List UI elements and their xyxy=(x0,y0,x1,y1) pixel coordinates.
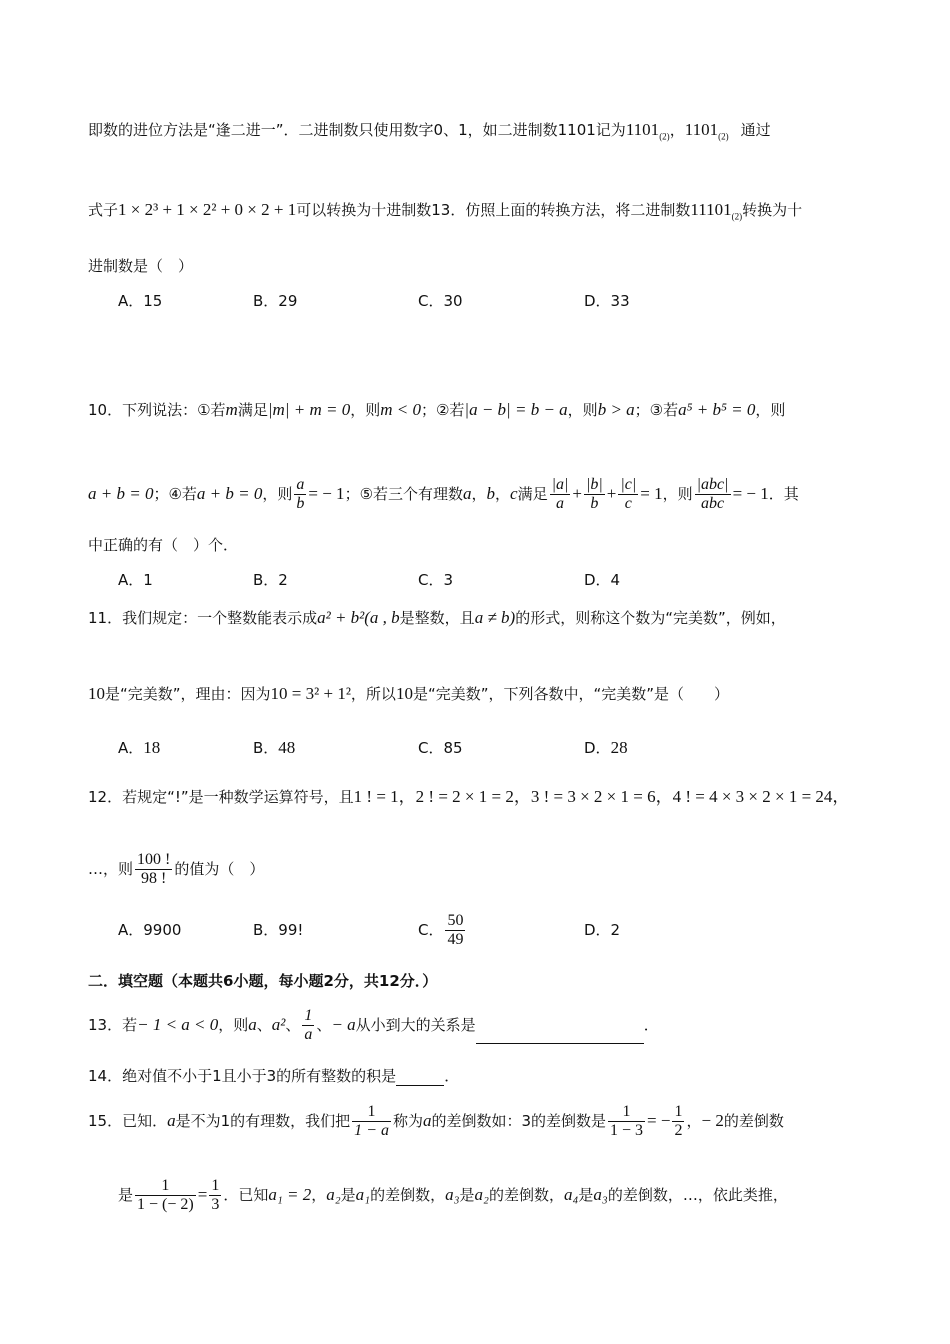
q15-frac-1-1-3: $\frac{1}{1 - 3}$ xyxy=(610,1103,644,1139)
q11-option-d: D．28 xyxy=(584,738,628,757)
q15-line2: 是 $\frac{1}{1 - (- 2)}$ = $\frac{1}{3}$ ．已知a₁ = 2，a₂是a₁的差倒数，a₃是a₂的差倒数，a₄是a₃的差倒数，…，依此类推， xyxy=(118,1177,788,1213)
q10-frac-abs-c: $\frac{|c|}{c}$ xyxy=(620,476,637,512)
q15-frac-1-2: $\frac{1}{2}$ xyxy=(674,1103,683,1139)
q9-1101-a: $1101_{(2)}$ xyxy=(625,120,670,142)
q14-line: 14．绝对值不小于1且小于3的所有整数的积是 ． xyxy=(88,1067,460,1085)
q10-frac-abs-abc: $\frac{\text{|abc|}}{\text{abc}}$ xyxy=(696,476,729,512)
q10-line2: a + b = 0；④若a + b = 0，则 $\frac{a}{b}$ = − 1；⑤若三个有理数a，b，c满足 $\frac{|a|}{a}$ + $\frac{|b|}{b}$ + $\frac{|c|}{c}$ = 1，则 $\frac{\text{|abc|}}{\text{abc}}$ = − 1．其 xyxy=(88,476,799,512)
q9-expr: 1 × 2³ + 1 × 2² + 0 × 2 + 1 xyxy=(118,200,297,219)
q10-option-c: C．3 xyxy=(418,571,454,589)
q13-frac-1-a: $\frac{1}{a}$ xyxy=(304,1007,313,1043)
q10-line1: 10．下列说法：①若m满足|m| + m = 0，则m < 0；②若|a − b| = b − a，则b > a；③若a⁵ + b⁵ = 0，则 xyxy=(88,400,786,419)
q9-1101-b: $1101_{(2)}$ xyxy=(684,120,729,142)
q10-frac-a-b: $\frac{a}{b}$ xyxy=(296,476,305,512)
q10-option-d: D．4 xyxy=(584,571,621,589)
q10-option-b: B．2 xyxy=(253,571,288,589)
q12-line2: …，则 $\frac{100 !}{98 !}$ 的值为（ ） xyxy=(88,851,265,887)
q15-frac-1-1-a: $\frac{1}{1 - a}$ xyxy=(354,1103,389,1139)
q14-answer-blank[interactable] xyxy=(396,1069,444,1086)
q10-frac-abs-a: $\frac{|a|}{a}$ xyxy=(551,476,569,512)
section-2-heading: 二．填空题（本题共6小题，每小题2分，共12分．） xyxy=(88,972,438,990)
q10-line3: 中正确的有（ ）个． xyxy=(88,536,239,554)
q10-frac-abs-b: $\frac{|b|}{b}$ xyxy=(586,476,603,512)
q13-answer-blank[interactable] xyxy=(476,1027,644,1044)
q12-option-a: A．9900 xyxy=(118,921,182,939)
q12-option-d: D．2 xyxy=(584,921,621,939)
q11-option-a: A．18 xyxy=(118,738,161,757)
q12-option-c: C． $\frac{50}{49}$ xyxy=(418,912,464,948)
q9-line3: 进制数是（ ） xyxy=(88,257,194,275)
q12-option-b: B．99! xyxy=(253,921,304,939)
q10-option-a: A．1 xyxy=(118,571,153,589)
q12-option-c-frac: $\frac{50}{49}$ xyxy=(447,912,464,948)
q11-line1: 11．我们规定：一个整数能表示成a² + b²(a , b是整数，且a ≠ b)的形式，则称这个数为“完美数”，例如， xyxy=(88,608,786,627)
q12-facts: 1 ! = 1，2 ! = 2 × 1 = 2，3 ! = 3 × 2 × 1 = 6，4 ! = 4 × 3 × 2 × 1 = 24， xyxy=(353,787,850,806)
q9-option-d: D．33 xyxy=(584,292,630,310)
q15-line1: 15．已知．a是不为1的有理数，我们把 $\frac{1}{1 - a}$ 称为a的差倒数如：3的差倒数是 $\frac{1}{1 - 3}$ = − $\frac{1}{2}$ ，− 2的差倒数 xyxy=(88,1103,784,1139)
q9-line2: 式子1 × 2³ + 1 × 2² + 0 × 2 + 1可以转换为十进制数13．仿照上面的转换方法，将二进制数$11101_{(2)}$转换为十 xyxy=(88,200,803,222)
q11-option-b: B．48 xyxy=(253,738,296,757)
q9-option-c: C．30 xyxy=(418,292,463,310)
q12-line1: 12．若规定“!”是一种数学运算符号，且1 ! = 1，2 ! = 2 × 1 = 2，3 ! = 3 × 2 × 1 = 6，4 ! = 4 × 3 × 2 × 1 = 24， xyxy=(88,787,850,806)
q15-frac-1-1-neg2: $\frac{1}{1 - (- 2)}$ xyxy=(137,1177,194,1213)
q13-line: 13．若− 1 < a < 0，则a、a²、 $\frac{1}{a}$ 、− a从小到大的关系是 ． xyxy=(88,1007,659,1043)
q9-text: 即数的进位方法是“逢二进一”．二进制数只使用数字0、1，如二进制数1101记为 xyxy=(88,121,626,139)
q11-line2: 10是“完美数”，理由：因为10 = 3² + 1²，所以10是“完美数”，下列各数中，“完美数”是（ ） xyxy=(88,684,730,703)
q9-option-a: A．15 xyxy=(118,292,163,310)
q15-frac-1-3: $\frac{1}{3}$ xyxy=(211,1177,220,1213)
q9-11101: $11101_{(2)}$ xyxy=(690,200,743,222)
q12-frac: $\frac{100 !}{98 !}$ xyxy=(137,851,171,887)
q11-option-c: C．85 xyxy=(418,739,463,757)
q9-line1: 即数的进位方法是“逢二进一”．二进制数只使用数字0、1，如二进制数1101记为$1101_{(2)}$，$1101_{(2)}$ 通过 xyxy=(88,120,771,142)
q9-option-b: B．29 xyxy=(253,292,298,310)
